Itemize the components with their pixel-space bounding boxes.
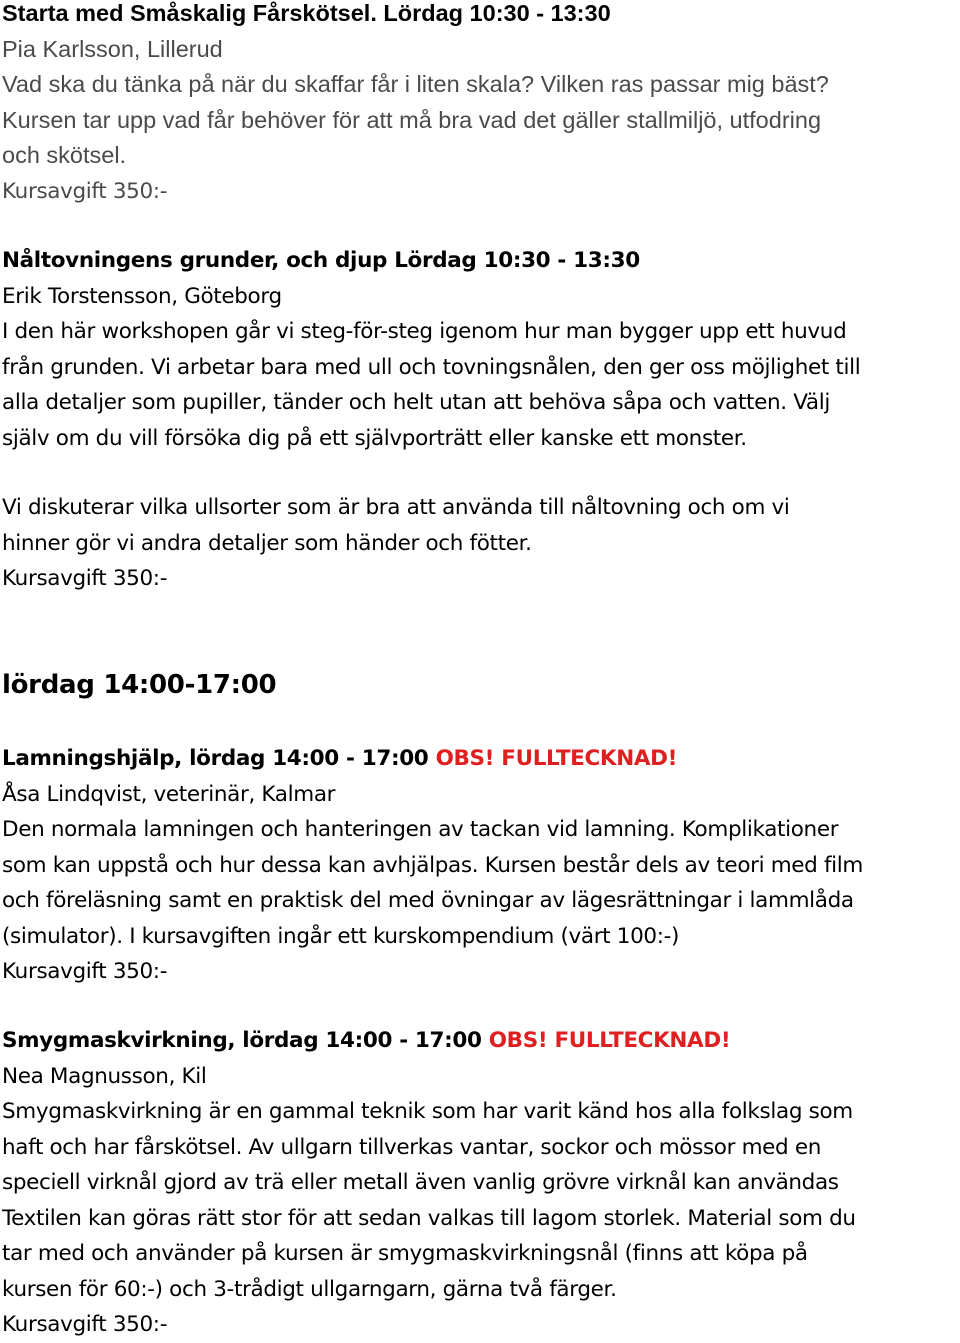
course-naltovningens-grunder-extra [2, 490, 960, 597]
course-lamningshjalp [2, 741, 960, 990]
course-instructor: Erik Torstensson, Göteborg [2, 283, 282, 309]
course-description-line: tar med och använder på kursen är smygmaskvirkningsnål (finns att köpa på [2, 1241, 808, 1266]
course-instructor: Pia Karlsson, Lillerud [2, 35, 223, 62]
course-description-line: Textilen kan göras rätt stor för att sedan valkas till lagom storlek. Material som du [2, 1205, 856, 1231]
course-description-line: Den normala lamningen och hanteringen av tackan vid lamning. Komplikationer [2, 817, 839, 842]
course-description-line: Kursen tar upp vad får behöver för att må bra vad det gäller stallmiljö, utfodring [2, 106, 822, 133]
course-title-line [2, 741, 960, 777]
course-description-line: själv om du vill försöka dig på ett självporträtt eller kanske ett monster. [2, 425, 747, 451]
course-description-line: speciell virknål gjord av trä eller metall även vanlig grövre virknål kan användas [2, 1170, 839, 1195]
course-description-line: och skötsel. [2, 142, 127, 168]
course-description-line: Smygmaskvirkning är en gammal teknik som har varit känd hos alla folkslag som [2, 1099, 853, 1124]
course-description-line: som kan uppstå och hur dessa kan avhjälpas. Kursen består dels av teori med film [2, 852, 864, 878]
course-fee: Kursavgift 350:- [2, 1312, 168, 1337]
course-instructor: Nea Magnusson, Kil [2, 1063, 207, 1089]
section-heading [2, 668, 960, 704]
course-description-line: Vad ska du tänka på när du skaffar får i liten skala? Vilken ras passar mig bäst? [2, 71, 829, 97]
course-description-line: haft och har fårskötsel. Av ullgarn tillverkas vantar, sockor och mössor med en [2, 1134, 821, 1160]
course-description-line: hinner gör vi andra detaljer som händer och fötter. [2, 530, 532, 556]
course-description-line: alla detaljer som pupiller, tänder och helt utan att behöva såpa och vatten. Välj [2, 390, 830, 415]
course-title-line [2, 1023, 960, 1059]
course-description-line: från grunden. Vi arbetar bara med ull och tovningsnålen, den ger oss möjlighet till [2, 354, 861, 380]
course-description-line: I den här workshopen går vi steg-för-steg igenom hur man bygger upp ett huvud [2, 319, 847, 344]
course-title: Nåltovningens grunder, och djup Lördag 10:30 - 13:30 [2, 248, 640, 273]
course-description-line: (simulator). I kursavgiften ingår ett kurskompendium (värt 100:-) [2, 923, 680, 949]
course-smygmaskvirkning [2, 1023, 960, 1343]
status-badge: OBS! FULLTECKNAD! [488, 1028, 731, 1053]
course-title: Smygmaskvirkning, lördag 14:00 - 17:00 [2, 1028, 482, 1053]
course-instructor: Åsa Lindqvist, veterinär, Kalmar [2, 781, 336, 807]
course-title: Starta med Småskalig Fårskötsel. Lördag 10:30 - 13:30 [2, 0, 611, 26]
course-fee: Kursavgift 350:- [2, 959, 168, 984]
course-naltovningens-grunder [2, 243, 960, 456]
course-fee: Kursavgift 350:- [2, 566, 168, 591]
course-description-line: kursen för 60:-) och 3-trådigt ullgarngarn, gärna två färger. [2, 1276, 617, 1302]
course-title: Lamningshjälp, lördag 14:00 - 17:00 [2, 746, 429, 771]
course-fee: Kursavgift 350:- [2, 178, 168, 204]
section-heading-text: lördag 14:00-17:00 [2, 670, 277, 700]
status-badge: OBS! FULLTECKNAD! [435, 746, 678, 771]
course-description-line: Vi diskuterar vilka ullsorter som är bra att använda till nåltovning och om vi [2, 495, 790, 520]
course-description-line: och föreläsning samt en praktisk del med övningar av lägesrättningar i lammlåda [2, 888, 854, 913]
course-starta-med-smaskalig [2, 0, 960, 209]
